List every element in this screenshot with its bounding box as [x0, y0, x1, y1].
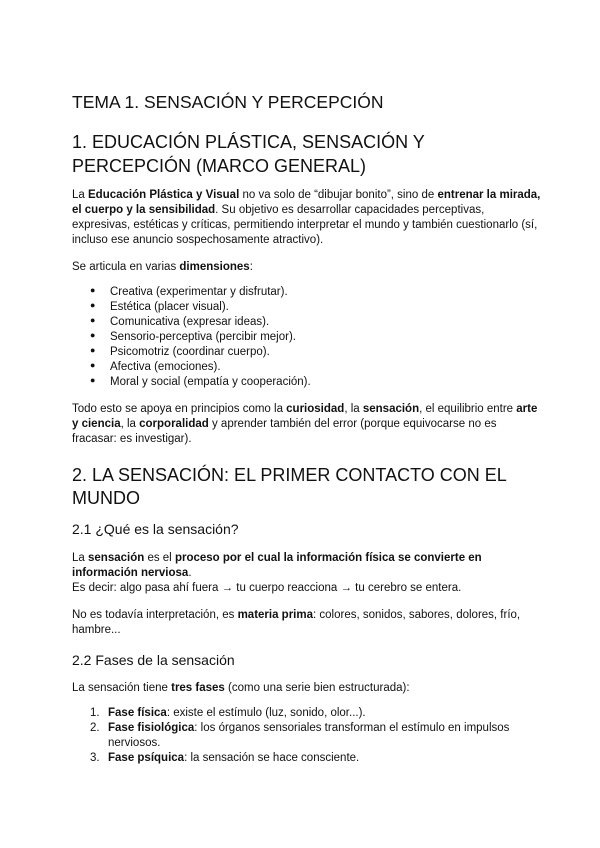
section2-heading-line1: 2. LA SENSACIÓN: EL PRIMER CONTACTO CON EL: [72, 465, 507, 485]
paragraph-line: Es decir: algo pasa ahí fuera → tu cuerpo reacciona → tu cerebro se entera.: [72, 582, 462, 594]
paragraph-line: incluso ese anuncio sospechosamente atractivo).: [72, 234, 324, 246]
section1-heading-line1: 1. EDUCACIÓN PLÁSTICA, SENSACIÓN Y: [72, 132, 425, 152]
dimensions-intro: Se articula en varias dimensiones:: [72, 261, 253, 273]
bullet-icon: ●: [90, 315, 96, 325]
paragraph-line: La Educación Plástica y Visual no va solo de “dibujar bonito”, sino de entrenar la mirada,: [72, 189, 541, 201]
bullet-icon: ●: [90, 285, 96, 295]
document-title: TEMA 1. SENSACIÓN Y PERCEPCIÓN: [72, 92, 384, 112]
bullet-icon: ●: [90, 360, 96, 370]
bullet-icon: ●: [90, 300, 96, 310]
subsection-2-2-heading: 2.2 Fases de la sensación: [72, 652, 235, 668]
phases-intro: La sensación tiene tres fases (como una serie bien estructurada):: [72, 682, 410, 694]
paragraph-line: Todo esto se apoya en principios como la curiosidad, la sensación, el equilibrio entre arte: [72, 403, 538, 415]
paragraph-line: información nerviosa.: [72, 567, 192, 579]
bullet-icon: ●: [90, 375, 96, 385]
paragraph-line: y ciencia, la corporalidad y aprender también del error (porque equivocarse no es: [72, 418, 497, 430]
section2-heading-line2: MUNDO: [72, 488, 140, 508]
bullet-icon: ●: [90, 330, 96, 340]
bullet-icon: ●: [90, 345, 96, 355]
paragraph-line: fracasar: es investigar).: [72, 433, 192, 445]
paragraph-line: hambre...: [72, 624, 121, 636]
paragraph-line: No es todavía interpretación, es materia prima: colores, sonidos, sabores, dolores, frío,: [72, 609, 521, 621]
section1-heading-line2: PERCEPCIÓN (MARCO GENERAL): [72, 156, 367, 176]
subsection-2-1-heading: 2.1 ¿Qué es la sensación?: [72, 521, 239, 537]
paragraph-line: expresivas, estéticas y críticas, permitiendo interpretar el mundo y también cuestionarlo (sí,: [72, 219, 538, 231]
paragraph-line: La sensación es el proceso por el cual la información física se convierte en: [72, 552, 482, 564]
paragraph-line: el cuerpo y la sensibilidad. Su objetivo es desarrollar capacidades perceptivas,: [72, 204, 485, 216]
